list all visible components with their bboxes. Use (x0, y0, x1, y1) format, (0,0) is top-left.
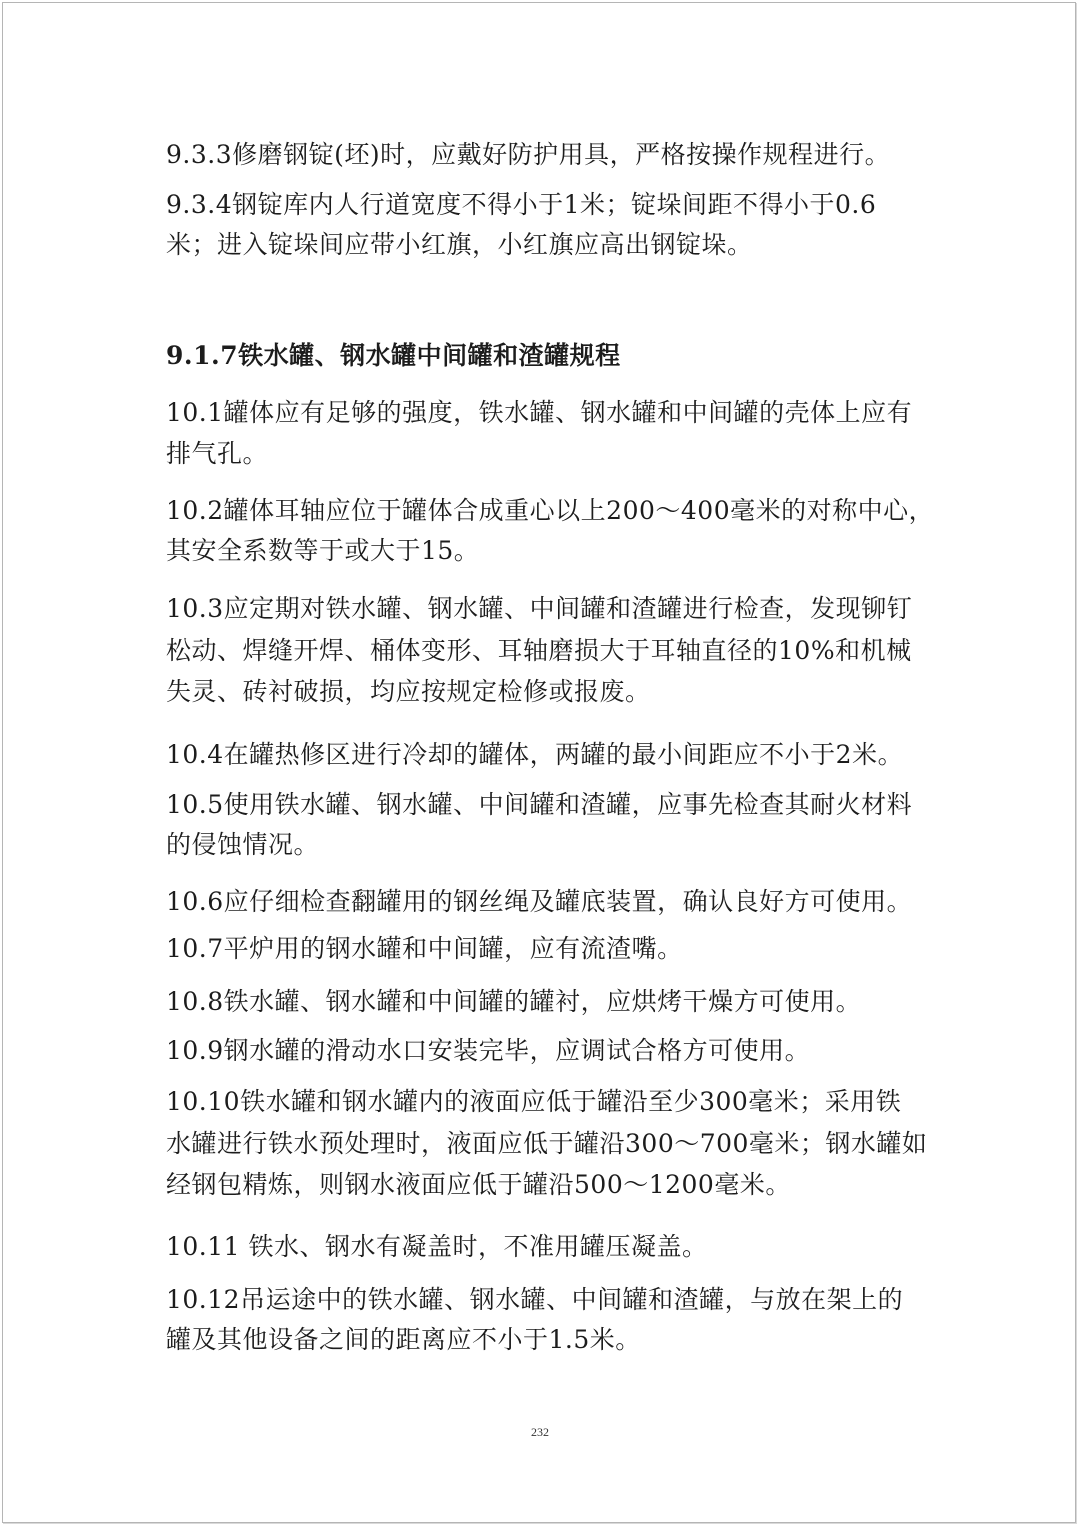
text-line: 10.6应仔细检查翻罐用的钢丝绳及罐底装置，确认良好方可使用。 (166, 887, 913, 916)
text-line: 10.8铁水罐、钢水罐和中间罐的罐衬，应烘烤干燥方可使用。 (166, 987, 862, 1016)
text-line: 排气孔。 (166, 439, 269, 468)
text-line: 其安全系数等于或大于15。 (166, 536, 480, 565)
text-line: 米；进入锭垛间应带小红旗，小红旗应高出钢锭垛。 (166, 230, 753, 259)
section-heading: 9.1.7铁水罐、钢水罐中间罐和渣罐规程 (166, 341, 621, 370)
text-line: 10.11 铁水、钢水有凝盖时，不准用罐压凝盖。 (166, 1232, 708, 1261)
text-line: 10.3应定期对铁水罐、钢水罐、中间罐和渣罐进行检查，发现铆钉 (166, 594, 913, 623)
text-line: 10.10铁水罐和钢水罐内的液面应低于罐沿至少300毫米；采用铁 (166, 1087, 902, 1116)
text-line: 水罐进行铁水预处理时，液面应低于罐沿300～700毫米；钢水罐如 (166, 1129, 928, 1158)
text-line: 10.4在罐热修区进行冷却的罐体，两罐的最小间距应不小于2米。 (166, 740, 904, 769)
page-number: 232 (531, 1425, 549, 1439)
text-line: 10.1罐体应有足够的强度，铁水罐、钢水罐和中间罐的壳体上应有 (166, 398, 913, 427)
text-line: 10.5使用铁水罐、钢水罐、中间罐和渣罐，应事先检查其耐火材料 (166, 790, 913, 819)
document-page (2, 2, 1076, 1523)
text-line: 9.3.3修磨钢锭(坯)时，应戴好防护用具，严格按操作规程进行。 (166, 140, 891, 169)
text-line: 10.2罐体耳轴应位于罐体合成重心以上200～400毫米的对称中心， (166, 496, 935, 525)
text-line: 罐及其他设备之间的距离应不小于1.5米。 (166, 1325, 641, 1354)
text-line: 的侵蚀情况。 (166, 830, 320, 859)
text-line: 10.7平炉用的钢水罐和中间罐，应有流渣嘴。 (166, 934, 683, 963)
text-line: 松动、焊缝开焊、桶体变形、耳轴磨损大于耳轴直径的10%和机械 (166, 636, 912, 665)
text-line: 经钢包精炼，则钢水液面应低于罐沿500～1200毫米。 (166, 1170, 791, 1199)
text-line: 10.9钢水罐的滑动水口安装完毕，应调试合格方可使用。 (166, 1036, 811, 1065)
text-line: 失灵、砖衬破损，均应按规定检修或报废。 (166, 677, 651, 706)
text-line: 10.12吊运途中的铁水罐、钢水罐、中间罐和渣罐，与放在架上的 (166, 1285, 904, 1314)
text-line: 9.3.4钢锭库内人行道宽度不得小于1米；锭垛间距不得小于0.6 (166, 190, 877, 219)
